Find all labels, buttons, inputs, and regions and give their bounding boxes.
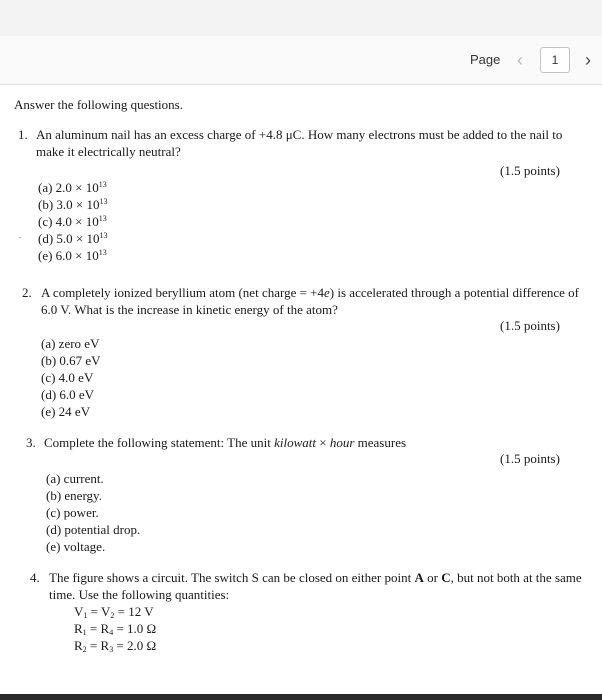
q1-line2: make it electrically neutral? xyxy=(36,144,181,159)
chevron-left-icon[interactable]: ‹ xyxy=(517,50,523,70)
document-page xyxy=(0,84,602,700)
q4-line2: time. Use the following quantities: xyxy=(49,587,230,602)
q3-option-b: (b) energy. xyxy=(46,488,102,503)
bullet-mark: · xyxy=(18,230,23,245)
q3-option-a: (a) current. xyxy=(46,471,104,486)
page-number-input[interactable]: 1 xyxy=(540,47,570,73)
q4-resistance-values-2: $R_2 = R_3 = 2.0$ Ω xyxy=(74,638,157,654)
q1-option-e: (e) $6.0 \times 10^{13}$ xyxy=(38,248,107,263)
q1-option-c: (c) $4.0 \times 10^{13}$ xyxy=(38,214,107,229)
q3-option-e: (e) voltage. xyxy=(46,539,106,554)
q2-option-b: (b) 0.67 eV xyxy=(41,353,101,368)
top-toolbar xyxy=(0,0,602,37)
page-navigation-bar xyxy=(0,36,602,85)
q2-option-d: (d) 6.0 eV xyxy=(41,387,95,402)
q2-line1: A completely ionized beryllium atom (net charge = +4e) is accelerated through a potential difference of xyxy=(41,285,579,300)
q2-option-a: (a) zero eV xyxy=(41,336,100,351)
instructions: Answer the following questions. xyxy=(14,97,183,112)
q1-option-b: (b) $3.0 \times 10^{13}$ xyxy=(38,197,108,212)
q1-option-a: (a) $2.0 \times 10^{13}$ xyxy=(38,180,107,195)
q3-points: (1.5 points) xyxy=(500,451,560,466)
q4-voltage-values: $V_1 = V_2 = 12$ V xyxy=(74,604,154,620)
q3-number: 3. xyxy=(26,435,36,450)
q3-stem: Complete the following statement: The unit kilowatt × hour measures xyxy=(44,435,407,450)
q1-line1: An aluminum nail has an excess charge of +4.8 μC. How many electrons must be added to the nail to xyxy=(36,127,563,142)
q1-option-d: (d) $5.0 \times 10^{13}$ xyxy=(38,231,108,246)
q2-points: (1.5 points) xyxy=(500,318,560,333)
q4-number: 4. xyxy=(30,570,40,585)
q2-option-e: (e) 24 eV xyxy=(41,404,91,419)
q2-line2: 6.0 V. What is the increase in kinetic energy of the atom? xyxy=(41,302,338,317)
q2-option-c: (c) 4.0 eV xyxy=(41,370,94,385)
page-label: Page xyxy=(470,52,501,67)
q3-option-d: (d) potential drop. xyxy=(46,522,141,537)
q2-number: 2. xyxy=(22,285,32,300)
chevron-right-icon[interactable]: › xyxy=(585,50,591,70)
q4-resistance-values-1: $R_1 = R_4 = 1.0$ Ω xyxy=(74,621,157,637)
q4-line1: The figure shows a circuit. The switch S can be closed on either point A or C, but not both at the same xyxy=(49,570,582,585)
q1-number: 1. xyxy=(18,127,28,142)
q1-points: (1.5 points) xyxy=(500,163,560,178)
bottom-bar xyxy=(0,694,602,700)
q3-option-c: (c) power. xyxy=(46,505,99,520)
